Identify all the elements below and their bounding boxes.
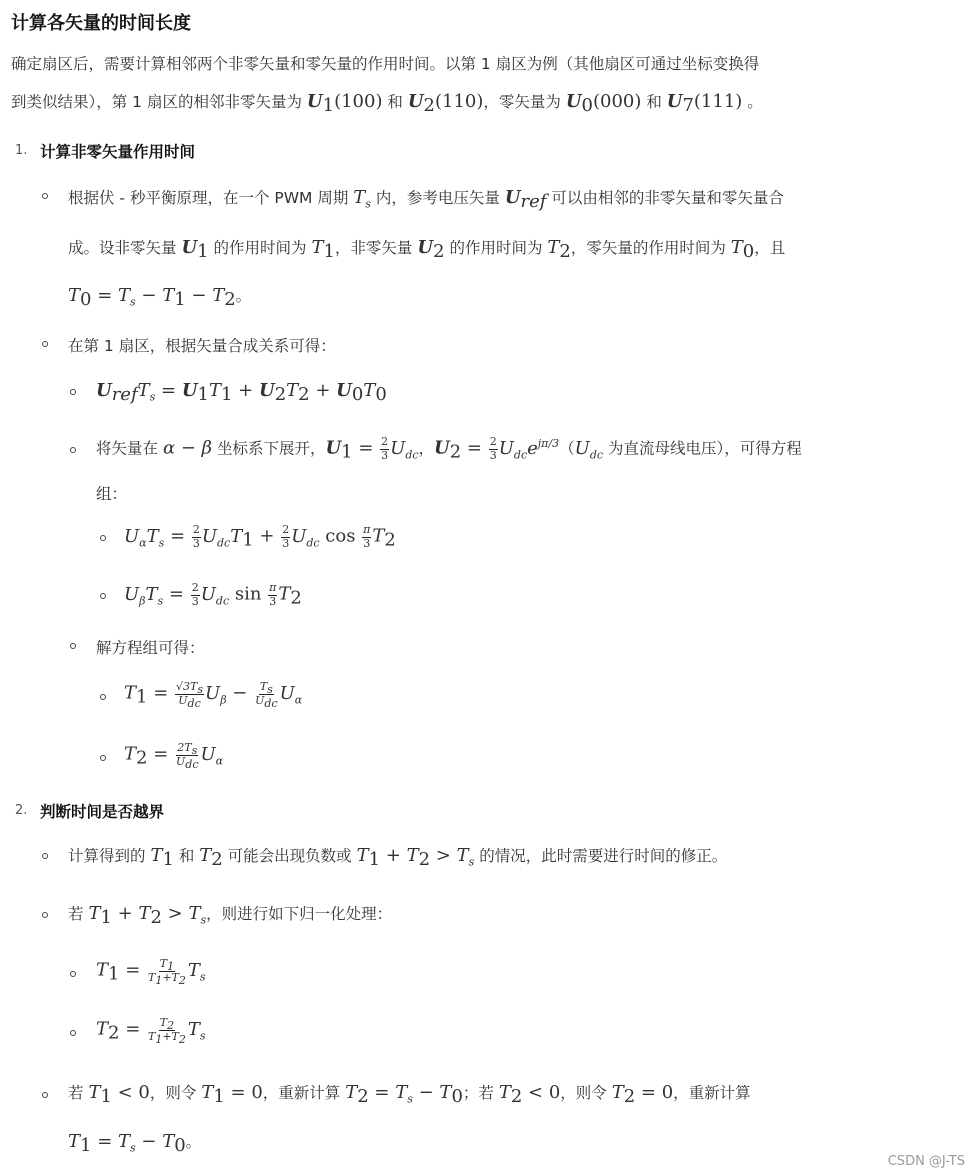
bullet-icon xyxy=(70,643,76,649)
s1-bullet4-line2: 组： xyxy=(96,485,128,503)
list-heading-1: 计算非零矢量作用时间 xyxy=(40,143,196,161)
bullet-icon xyxy=(70,389,76,395)
intro-line-2: 到类似结果），第 1 扇区的相邻非零矢量为 $U_1(100)$ 和 $U_2(110)$，零矢量为 $U_0(000)$ 和 $U_7(111)$ 。 xyxy=(11,91,763,117)
s1-equation-T1: $T_1$ = $\frac{√3T_s}{U_{dc}}$ $U_\beta$ − $\frac{T_s}{U_{dc}}$ $U_\alpha$ xyxy=(124,680,303,710)
bullet-icon xyxy=(42,341,48,347)
list-heading-2: 判断时间是否越界 xyxy=(40,803,165,821)
bullet-icon xyxy=(100,593,106,599)
intro-line-1: 确定扇区后，需要计算相邻两个非零矢量和零矢量的作用时间。以第 1 扇区为例（其他扇区可通过坐标变换得 xyxy=(11,55,760,73)
s2-equation-T1-normalized: $T_1$ = $\frac{T_1}{T_1+T_2}$ $T_s$ xyxy=(96,957,206,987)
s1-bullet2: 在第 1 扇区，根据矢量合成关系可得： xyxy=(68,337,336,355)
s2-bullet2: 若 $T_1 + T_2 > T_s$，则进行如下归一化处理： xyxy=(68,903,393,929)
list-number-2: 2. xyxy=(15,803,28,818)
bullet-icon xyxy=(42,853,48,859)
s1-equation-T2: $T_2$ = $\frac{2T_s}{U_{dc}}$ $U_\alpha$ xyxy=(124,741,224,771)
watermark: CSDN @J-TS xyxy=(887,1154,965,1169)
bullet-icon xyxy=(42,912,48,918)
s1-bullet1-line2: 成。设非零矢量 $U_1$ 的作用时间为 $T_1$，非零矢量 $U_2$ 的作用时间为 $T_2$，零矢量的作用时间为 $T_0$，且 xyxy=(68,237,786,263)
section-heading: 计算各矢量的时间长度 xyxy=(11,13,191,34)
s2-equation-T2-normalized: $T_2$ = $\frac{T_2}{T_1+T_2}$ $T_s$ xyxy=(96,1016,206,1046)
bullet-icon xyxy=(70,447,76,453)
s2-bullet5-line2: $T_1 = T_s - T_0$。 xyxy=(68,1131,202,1157)
bullet-icon xyxy=(42,193,48,199)
s2-bullet5-line1: 若 $T_1 < 0$，则令 $T_1 = 0$，重新计算 $T_2 = T_s - T_0$；若 $T_2 < 0$，则令 $T_2 = 0$，重新计算 xyxy=(68,1082,751,1108)
s1-equation-vector-sum: $U_{ref}T_s = U_1T_1 + U_2T_2 + U_0T_0$ xyxy=(96,380,387,406)
list-number-1: 1. xyxy=(15,143,28,158)
bullet-icon xyxy=(100,535,106,541)
bullet-icon xyxy=(42,1092,48,1098)
bullet-icon xyxy=(100,694,106,700)
bullet-icon xyxy=(70,1030,76,1036)
s1-bullet1-line3: $T_0 = T_s - T_1 - T_2$。 xyxy=(68,285,252,311)
s1-bullet1-line1: 根据伏 - 秒平衡原理，在一个 PWM 周期 $T_s$ 内，参考电压矢量 $U_{ref}$ 可以由相邻的非零矢量和零矢量合 xyxy=(68,187,784,213)
s1-bullet5: 解方程组可得： xyxy=(96,639,205,657)
s1-bullet4-line1: 将矢量在 α − β 坐标系下展开，$U_1$ = $\frac{2}{3}$ $U_{dc}$，$U_2$ = $\frac{2}{3}$ $U_{dc}e^{j\pi/3}(U_{dc}$ 为直流母线电压），可得方程 xyxy=(96,435,802,463)
s1-equation-beta: $U_\beta T_s$ = $\frac{2}{3}$ $U_{dc}$ sin $\frac{\pi}{3}$ $T_2$ xyxy=(124,581,302,609)
s2-bullet1: 计算得到的 $T_1$ 和 $T_2$ 可能会出现负数或 $T_1 + T_2 > T_s$ 的情况，此时需要进行时间的修正。 xyxy=(68,845,728,871)
bullet-icon xyxy=(70,971,76,977)
bullet-icon xyxy=(100,755,106,761)
s1-equation-alpha: $U_\alpha T_s$ = $\frac{2}{3}$ $U_{dc}T_1$ + $\frac{2}{3}$ $U_{dc}$ cos $\frac{\pi}{3}$ $T_2$ xyxy=(124,523,396,551)
